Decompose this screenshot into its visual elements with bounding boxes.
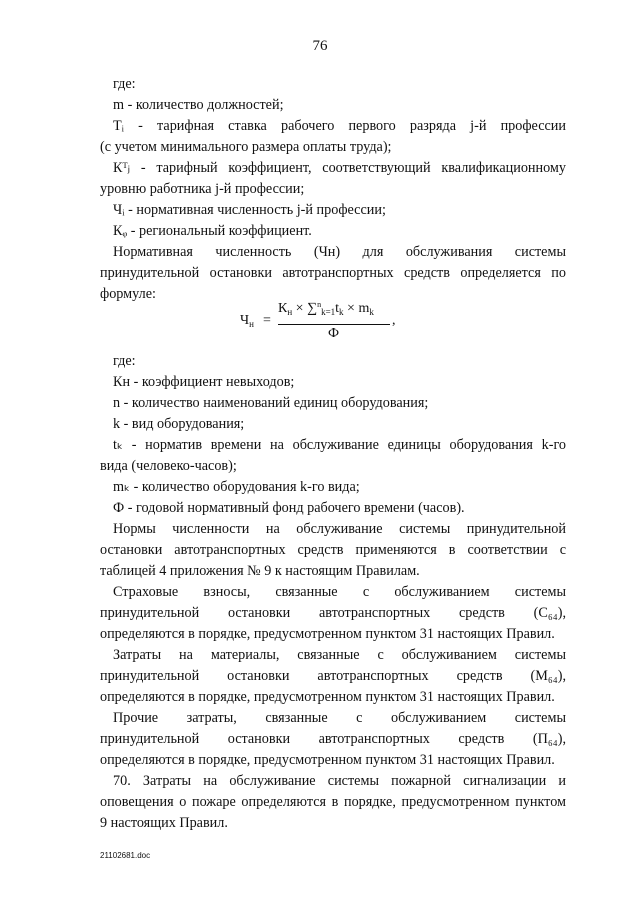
text-line: принудительной остановки автотранспортных средств (М₆₄), xyxy=(100,668,566,684)
text-line: Ф - годовой нормативный фонд рабочего времени (часов). xyxy=(113,500,465,516)
formula-comma: , xyxy=(392,313,396,328)
text-line: tₖ - норматив времени на обслуживание единицы оборудования k-го xyxy=(113,437,566,453)
text-line: Прочие затраты, связанные с обслуживанием системы xyxy=(113,710,566,726)
text-line: m - количество должностей; xyxy=(113,97,284,113)
text-line: остановки автотранспортных средств применяются в соответствии с xyxy=(100,542,566,558)
text-line: 70. Затраты на обслуживание системы пожарной сигнализации и xyxy=(113,773,566,789)
text-line: (с учетом минимального размера оплаты труда); xyxy=(100,139,392,155)
text-line: вида (человеко-часов); xyxy=(100,458,237,474)
text-line: Нормы численности на обслуживание системы принудительной xyxy=(113,521,566,537)
text-line: 9 настоящих Правил. xyxy=(100,815,228,831)
text-line: k - вид оборудования; xyxy=(113,416,245,432)
text-line: таблицей 4 приложения № 9 к настоящим Правилам. xyxy=(100,563,420,579)
text-line: Кᵀⱼ - тарифный коэффициент, соответствующий квалификационному xyxy=(113,160,566,176)
definitions-block-2 xyxy=(100,351,566,834)
text-line: mₖ - количество оборудования k-го вида; xyxy=(113,479,360,495)
text-line: где: xyxy=(113,76,136,92)
text-line: уровню работника j-й профессии; xyxy=(100,181,305,197)
fraction-bar xyxy=(278,324,390,325)
text-line: определяются в порядке, предусмотренном пунктом 31 настоящих Правил. xyxy=(100,689,555,705)
text-line: Кн - коэффициент невыходов; xyxy=(113,374,295,390)
text-line: где: xyxy=(113,353,136,369)
text-line: Затраты на материалы, связанные с обслуживанием системы xyxy=(113,647,566,663)
document-footer: 21102681.doc xyxy=(100,851,151,860)
formula-lhs: $Ч_н$ xyxy=(240,313,254,329)
formula-numerator: $К_н \times \sum^n_{k=1}t_k \times m_k$ xyxy=(278,300,374,317)
text-line: принудительной остановки автотранспортных средств (П₆₄), xyxy=(100,731,566,747)
text-line: оповещения о пожаре определяются в порядке, предусмотренном пунктом xyxy=(100,794,566,810)
text-line: Чᵢ - нормативная численность j-й профессии; xyxy=(113,202,386,218)
text-line: Нормативная численность (Чн) для обслуживания системы xyxy=(113,244,566,260)
text-line: Кᵩ - региональный коэффициент. xyxy=(113,223,312,239)
numerical-strength-formula xyxy=(240,300,440,346)
formula-equals: = xyxy=(263,313,271,328)
text-line: определяются в порядке, предусмотренном пунктом 31 настоящих Правил. xyxy=(100,752,555,768)
text-line: n - количество наименований единиц оборудования; xyxy=(113,395,429,411)
definitions-block-1 xyxy=(100,74,566,305)
text-line: принудительной остановки автотранспортных средств определяется по xyxy=(100,265,566,281)
text-line: принудительной остановки автотранспортных средств (С₆₄), xyxy=(100,605,566,621)
page-number: 76 xyxy=(312,38,328,54)
text-line: Tᵢ - тарифная ставка рабочего первого разряда j-й профессии xyxy=(113,118,566,134)
text-line: Страховые взносы, связанные с обслуживанием системы xyxy=(113,584,566,600)
text-line: определяются в порядке, предусмотренном пунктом 31 настоящих Правил. xyxy=(100,626,555,642)
text-line: формуле: xyxy=(100,286,156,302)
formula-denominator: Ф xyxy=(328,326,340,341)
